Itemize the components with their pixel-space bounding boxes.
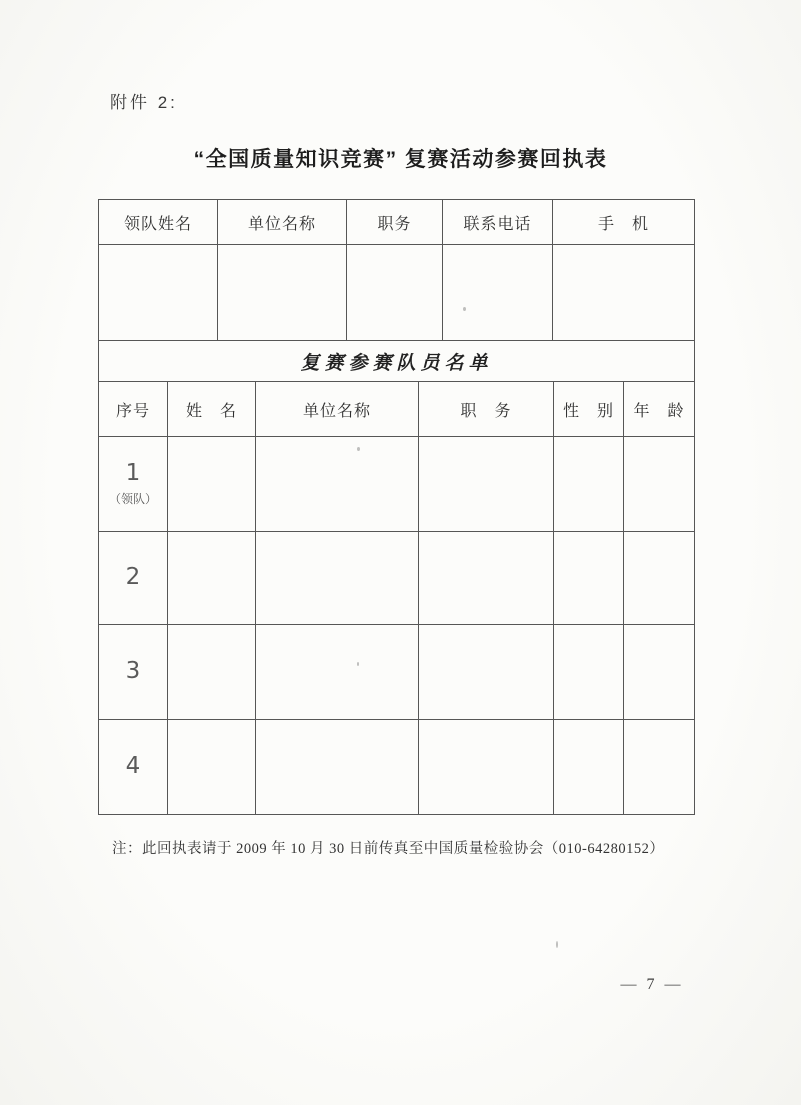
- attachment-label: 附件 2:: [110, 93, 178, 112]
- roster-row2-gender-cell: [554, 532, 624, 625]
- leader-header-phone: 联系电话: [443, 200, 553, 245]
- leader-value-position: [347, 245, 443, 341]
- roster-row1-unit-cell: [256, 437, 419, 532]
- scan-speck-4: [357, 662, 359, 666]
- roster-row1-position-cell: [419, 437, 554, 532]
- leader-value-mobile: [553, 245, 694, 341]
- roster-row2-index: 2: [125, 564, 141, 591]
- leader-value-phone: [443, 245, 553, 341]
- roster-row1-index: 1: [125, 459, 141, 486]
- roster-header-name: 姓 名: [168, 382, 256, 437]
- reply-form-table: [98, 199, 695, 815]
- roster-row3-name-cell: [168, 625, 256, 720]
- leader-value-unit: [218, 245, 347, 341]
- roster-row3-unit-cell: [256, 625, 419, 720]
- roster-row3-age-cell: [624, 625, 694, 720]
- roster-row3-gender-cell: [554, 625, 624, 720]
- roster-header-index: 序号: [99, 382, 168, 437]
- page-title: “全国质量知识竞赛” 复赛活动参赛回执表: [193, 148, 608, 171]
- leader-header-mobile: 手 机: [553, 200, 694, 245]
- page-number: — 7 —: [620, 976, 684, 993]
- roster-row1-age-cell: [624, 437, 694, 532]
- roster-header-position: 职 务: [419, 382, 554, 437]
- roster-row1-index-note: （领队）: [108, 492, 157, 507]
- roster-row2-name-cell: [168, 532, 256, 625]
- roster-row2-index-cell: [99, 532, 168, 625]
- leader-header-name: 领队姓名: [99, 200, 218, 245]
- roster-row4-gender-cell: [554, 720, 624, 814]
- roster-row3-index-cell: [99, 625, 168, 720]
- roster-row3-index: 3: [125, 658, 141, 685]
- footnote: 注：此回执表请于 2009 年 10 月 30 日前传真至中国质量检验协会（010-64280152）: [112, 841, 665, 857]
- roster-section: [99, 382, 694, 814]
- roster-row4-index-cell: [99, 720, 168, 814]
- leader-info-section: [99, 200, 694, 341]
- roster-row1-gender-cell: [554, 437, 624, 532]
- roster-row4-index: 4: [125, 753, 141, 780]
- roster-row3-position-cell: [419, 625, 554, 720]
- scan-speck-2: [463, 307, 466, 311]
- roster-section-title: 复赛参赛队员名单: [99, 341, 694, 382]
- scan-speck-3: [357, 447, 360, 451]
- leader-value-name: [99, 245, 218, 341]
- roster-row2-position-cell: [419, 532, 554, 625]
- roster-header-age: 年 龄: [624, 382, 694, 437]
- roster-header-unit: 单位名称: [256, 382, 419, 437]
- roster-row1-name-cell: [168, 437, 256, 532]
- leader-header-unit: 单位名称: [218, 200, 347, 245]
- roster-row2-age-cell: [624, 532, 694, 625]
- roster-header-gender: 性 别: [554, 382, 624, 437]
- roster-row4-unit-cell: [256, 720, 419, 814]
- roster-row4-position-cell: [419, 720, 554, 814]
- roster-row4-age-cell: [624, 720, 694, 814]
- leader-header-position: 职务: [347, 200, 443, 245]
- roster-row2-unit-cell: [256, 532, 419, 625]
- roster-row1-index-cell: [99, 437, 168, 532]
- roster-row4-name-cell: [168, 720, 256, 814]
- scan-speck-1: [556, 941, 558, 948]
